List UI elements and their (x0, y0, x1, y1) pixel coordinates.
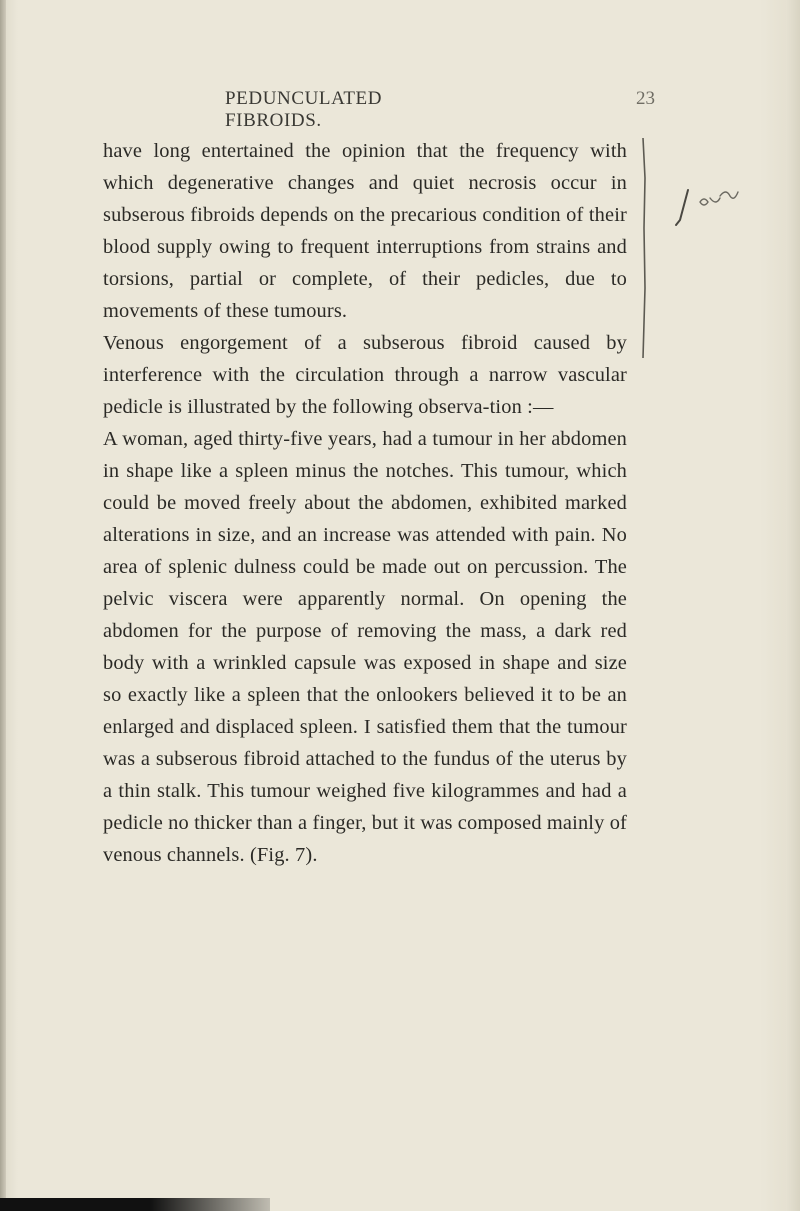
paragraph-2: Venous engorgement of a subserous fibroid caused by interference with the circulation through a narrow vascular pedicle is illustrated by the following observa-tion :— (103, 332, 627, 418)
paragraph-3: A woman, aged thirty-five years, had a tumour in her abdomen in shape like a spleen minus the notches. This tumour, which could be moved freely about the abdomen, exhibited marked alterations in size, and an increase was attended with pain. No area of splenic dulness could be made out on percussion. The pelvic viscera were apparently normal. On opening the abdomen for the purpose of removing the mass, a dark red body with a wrinkled capsule was exposed in shape and size so exactly like a spleen that the onlookers believed it to be an enlarged and displaced spleen. I satisfied them that the tumour was a subserous fibroid attached to the fundus of the uterus by a thin stalk. This tumour weighed five kilogrammes and had a pedicle no thicker than a finger, but it was composed mainly of venous channels. (Fig. 7). (103, 428, 627, 866)
page-gutter-shadow (0, 0, 6, 1211)
running-header: PEDUNCULATED FIBROIDS. (225, 88, 383, 131)
scan-edge-bar (0, 1198, 270, 1211)
paragraph-1: have long entertained the opinion that the frequency with which degenerative changes and quiet necrosis occur in subserous fibroids depends on the precarious condition of their blood supply owing to frequent interruptions from strains and torsions, partial or complete, of their pedicles, due to movements of these tumours. (103, 140, 627, 322)
margin-handwritten-mark (670, 180, 750, 240)
page-edge-shadow (786, 0, 800, 1211)
margin-bracket-mark (637, 138, 651, 358)
page-number: 23 (636, 88, 655, 109)
body-text (103, 135, 627, 871)
